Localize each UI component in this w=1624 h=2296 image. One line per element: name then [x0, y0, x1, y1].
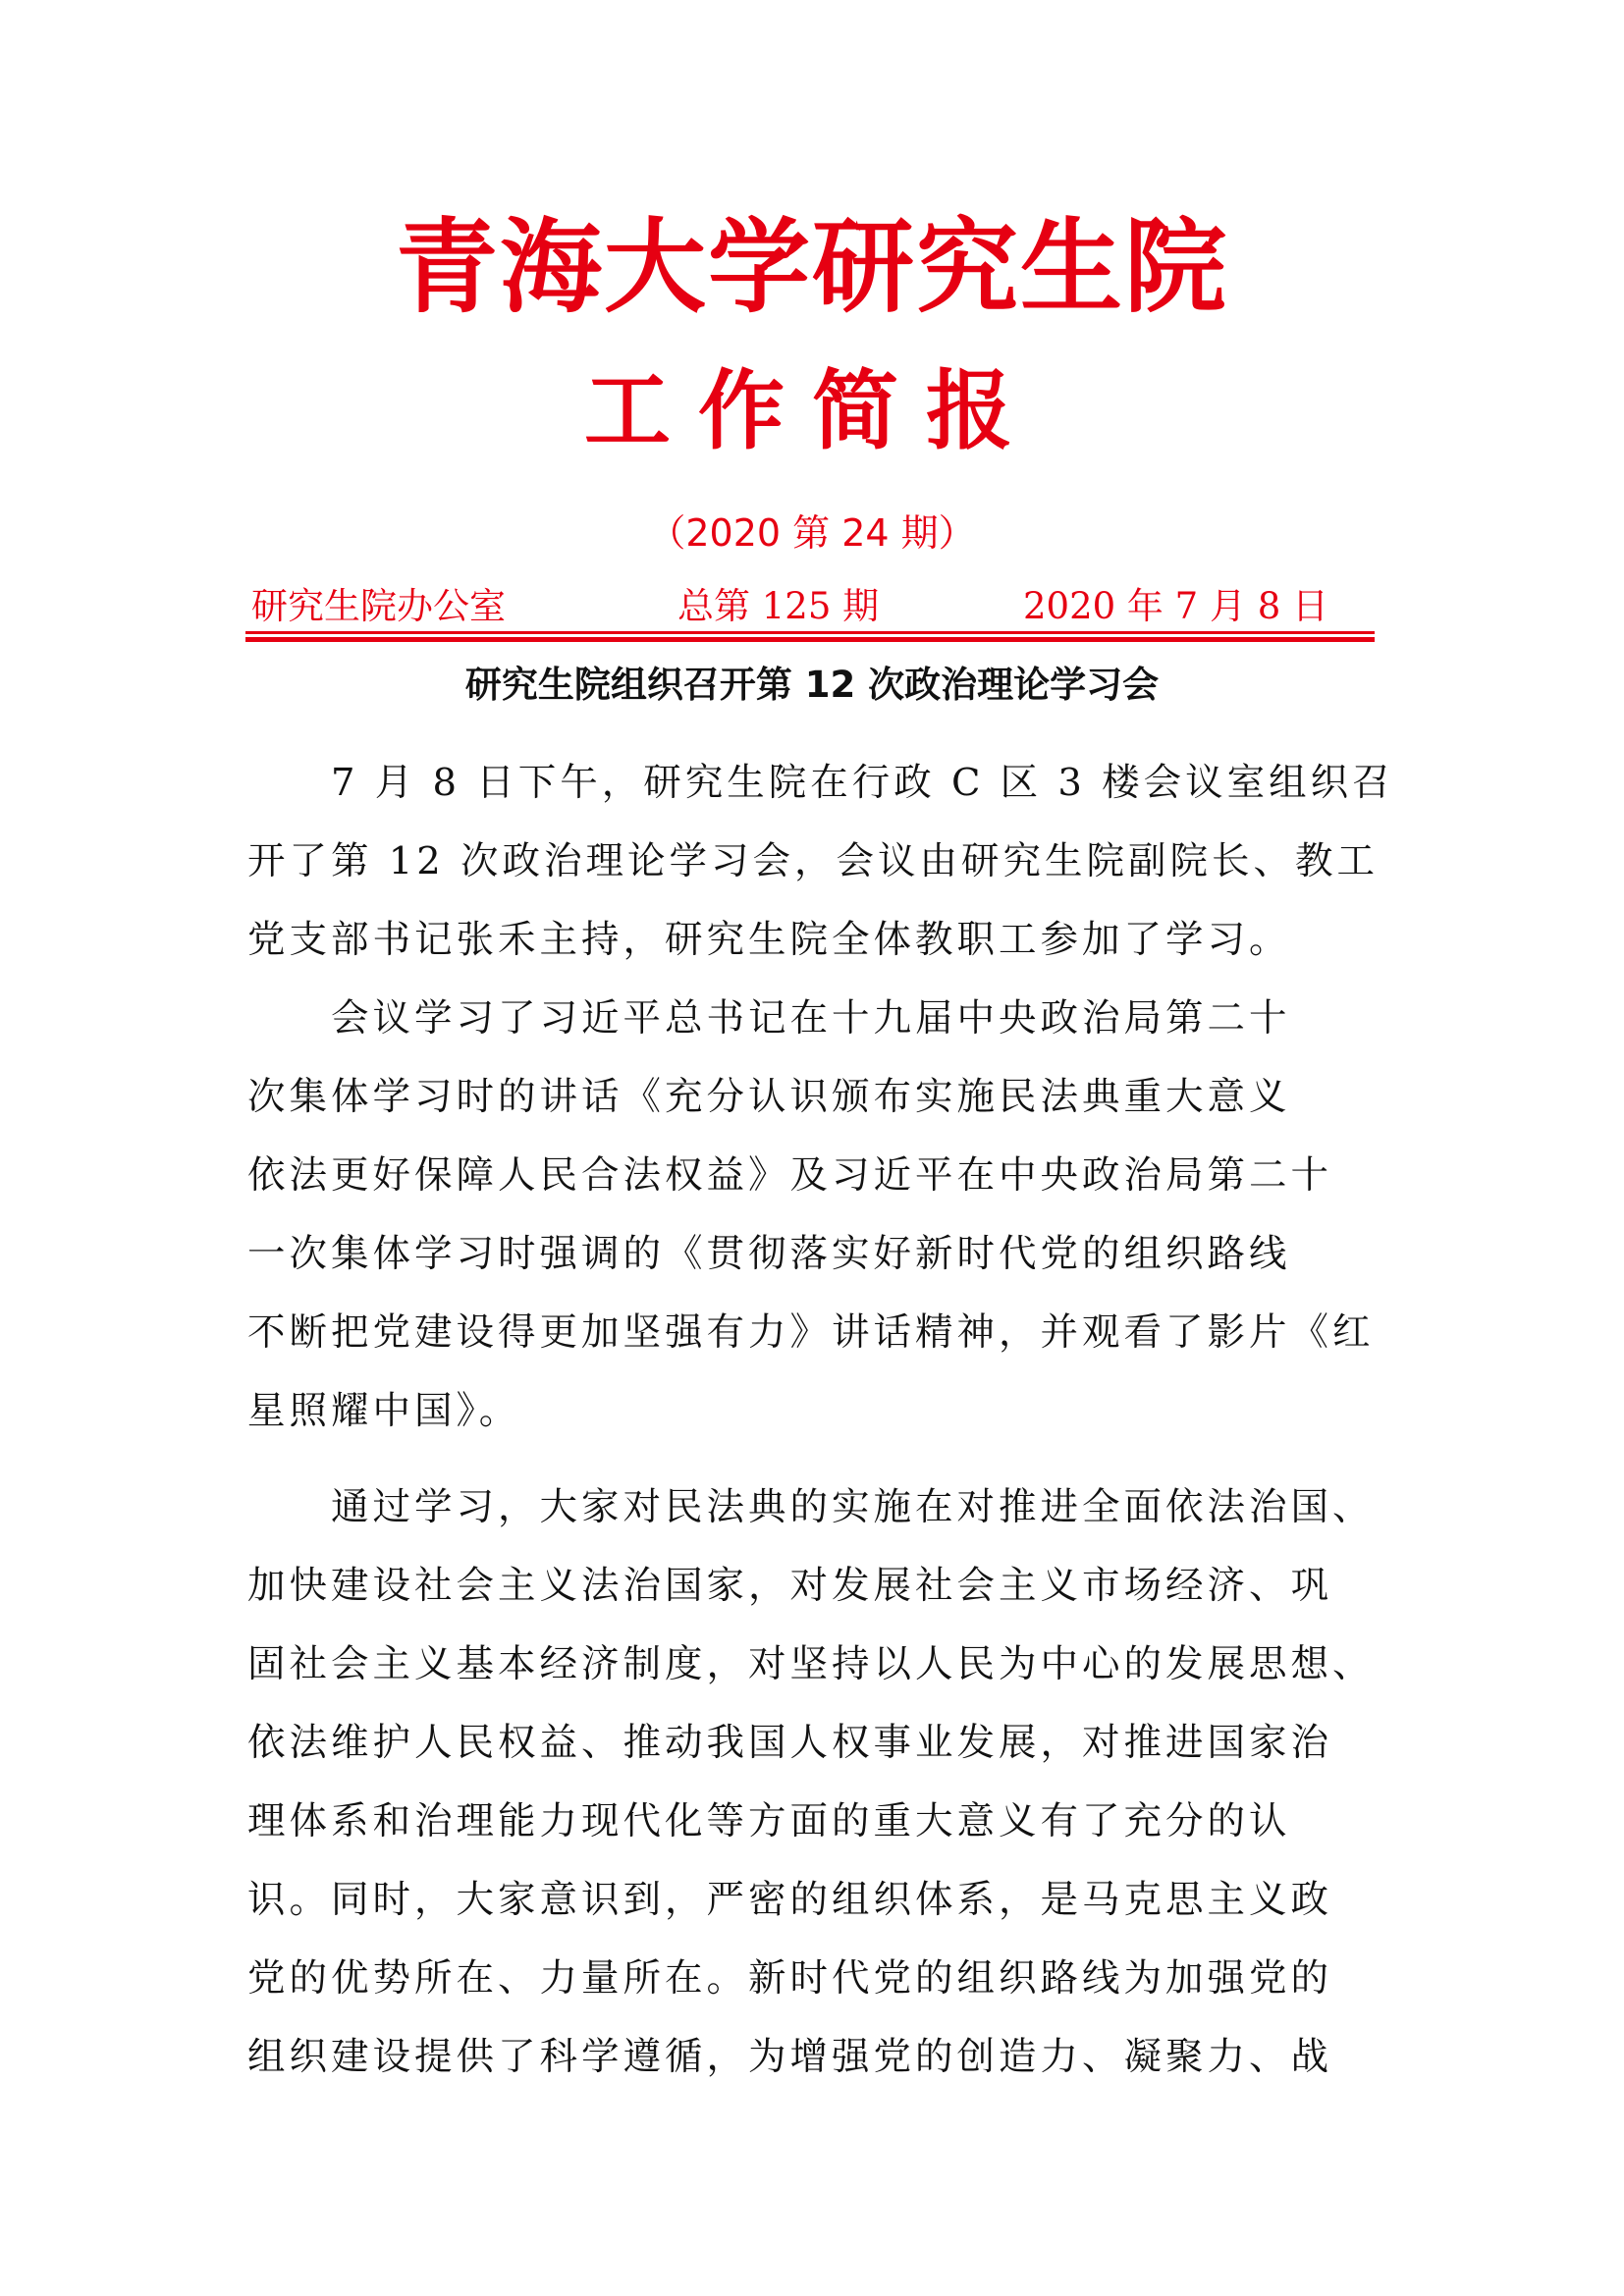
issuing-office: 研究生院办公室	[251, 585, 506, 627]
body-line: 组织建设提供了科学遵循，为增强党的创造力、凝聚力、战	[247, 2035, 1333, 2079]
body-line: 依法更好保障人民合法权益》及习近平在中央政治局第二十	[247, 1153, 1333, 1198]
paragraph-gap	[247, 1451, 1406, 1468]
paragraph-3	[247, 1468, 1386, 2097]
masthead-meta-row	[247, 581, 1375, 632]
body-line: 通过学习，大家对民法典的实施在对推进全面依法治国、	[247, 1485, 1375, 1529]
body-line: 依法维护人民权益、推动我国人权事业发展，对推进国家治	[247, 1721, 1333, 1765]
masthead-subtitle: 工作简报	[583, 359, 1040, 461]
body-line: 7 月 8 日下午，研究生院在行政 C 区 3 楼会议室组织召	[247, 761, 1394, 805]
body-line: 不断把党建设得更加坚强有力》讲话精神，并观看了影片《红	[247, 1310, 1375, 1355]
article-title: 研究生院组织召开第 12 次政治理论学习会	[464, 664, 1160, 706]
body-line: 识。同时，大家意识到，严密的组织体系，是马克思主义政	[247, 1878, 1333, 1922]
body-line: 一次集体学习时强调的《贯彻落实好新时代党的组织路线	[247, 1232, 1291, 1276]
body-line: 理体系和治理能力现代化等方面的重大意义有了充分的认	[247, 1799, 1291, 1843]
body-line: 固社会主义基本经济制度，对坚持以人民为中心的发展思想、	[247, 1642, 1375, 1686]
body-line: 会议学习了习近平总书记在十九届中央政治局第二十	[247, 996, 1291, 1041]
body-line: 加快建设社会主义法治国家，对发展社会主义市场经济、巩	[247, 1564, 1333, 1608]
issue-number: （2020 第 24 期）	[648, 511, 976, 555]
paragraph-2	[247, 980, 1386, 1451]
body-line: 星照耀中国》。	[247, 1389, 521, 1433]
article-body	[247, 744, 1406, 2097]
body-line: 党支部书记张禾主持，研究生院全体教职工参加了学习。	[247, 918, 1291, 962]
body-line: 开了第 12 次政治理论学习会，会议由研究生院副院长、教工	[247, 839, 1379, 883]
issue-date: 2020 年 7 月 8 日	[1023, 585, 1329, 627]
serial-number: 总第 125 期	[677, 585, 880, 627]
body-line: 党的优势所在、力量所在。新时代党的组织路线为加强党的	[247, 1956, 1333, 2001]
paragraph-1	[247, 744, 1394, 980]
header-rule-thin	[245, 631, 1375, 634]
header-rule-thick	[245, 637, 1375, 642]
body-line: 次集体学习时的讲话《充分认识颁布实施民法典重大意义	[247, 1075, 1291, 1119]
masthead-title: 青海大学研究生院	[395, 207, 1228, 327]
